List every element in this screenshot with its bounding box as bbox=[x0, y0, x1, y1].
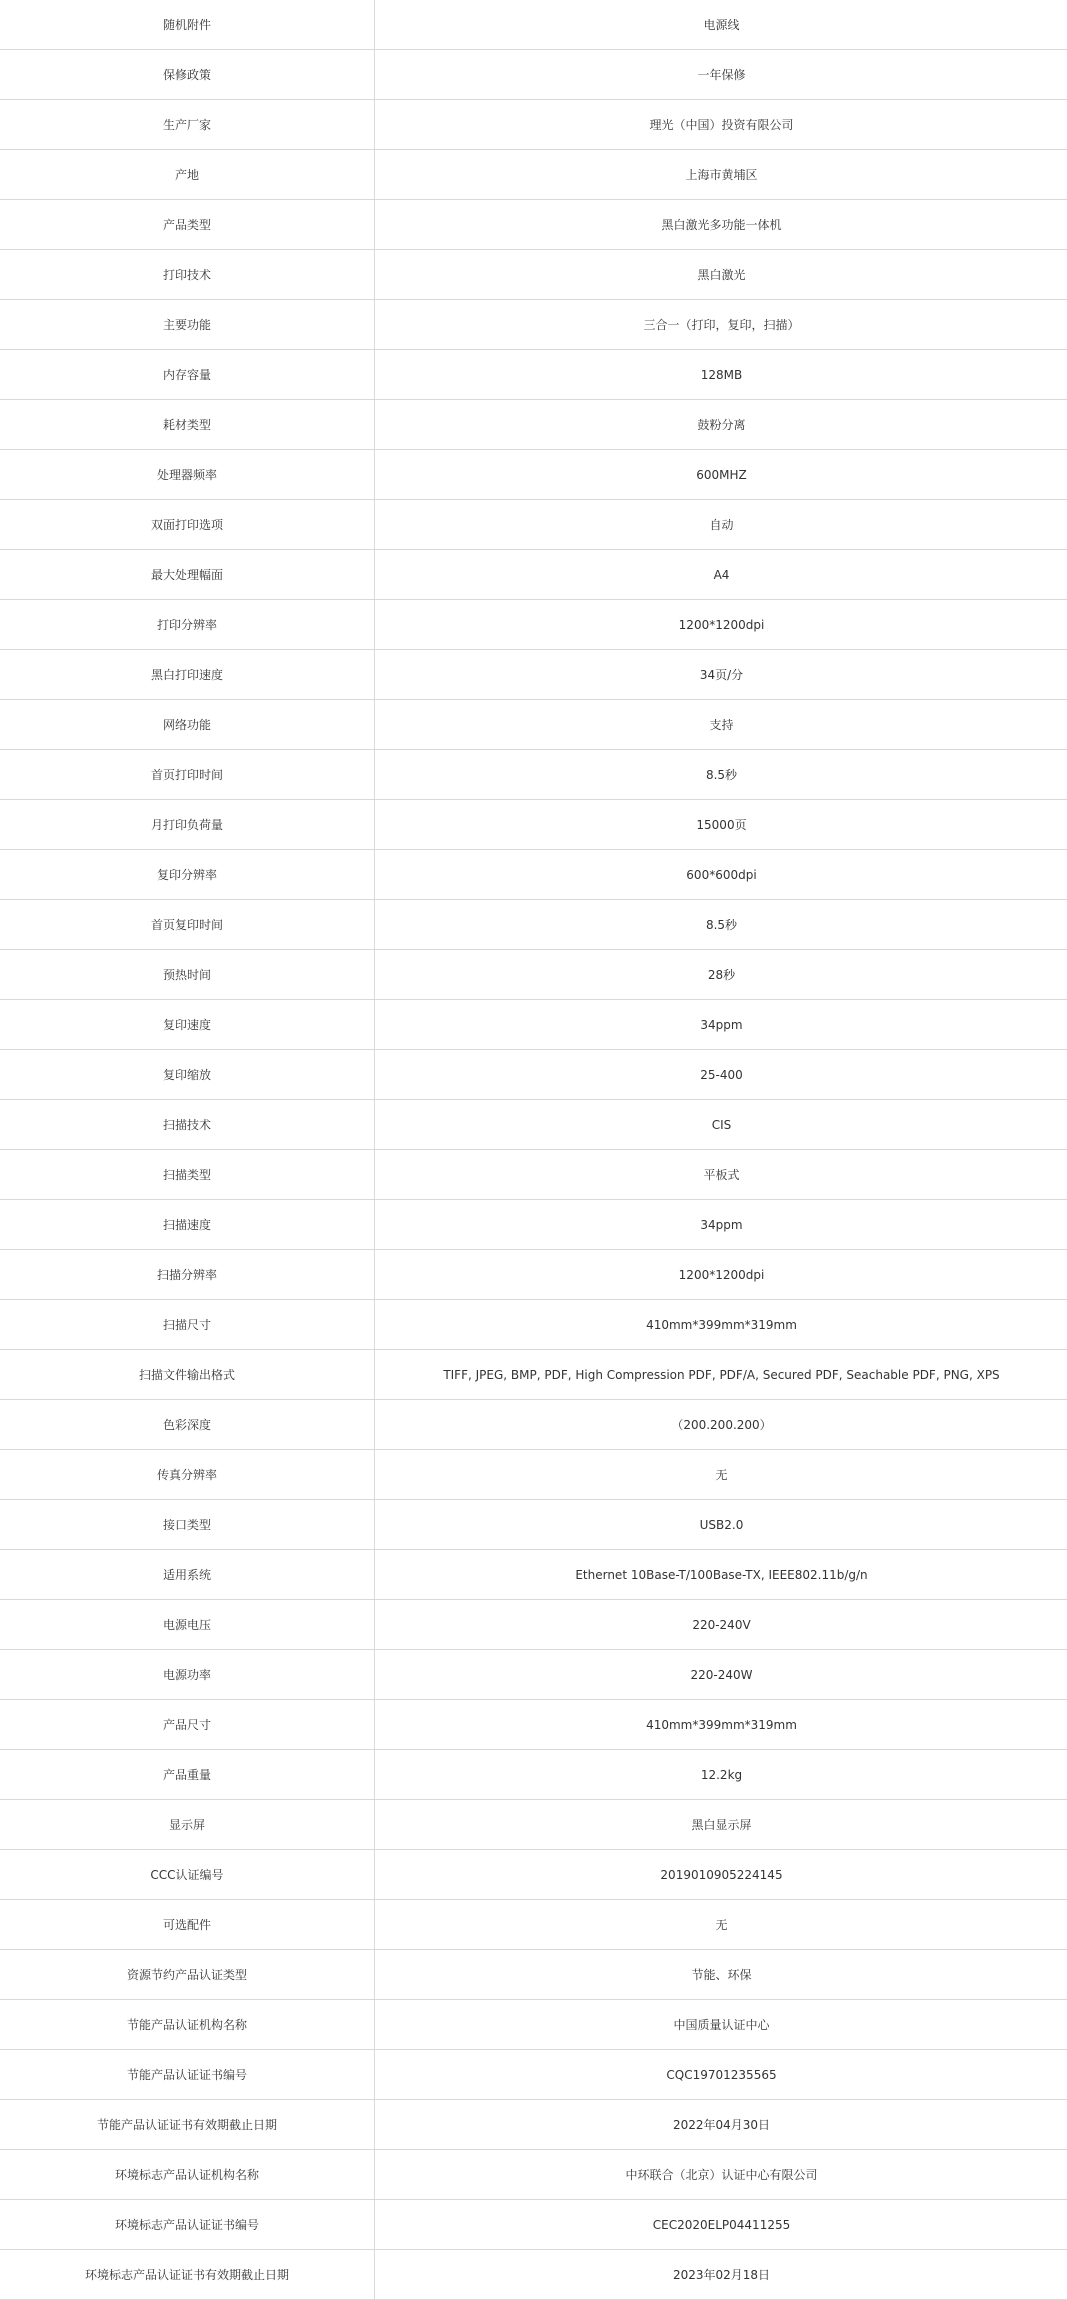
spec-value: 8.5秒 bbox=[375, 750, 1067, 800]
spec-label: 复印缩放 bbox=[0, 1050, 375, 1100]
spec-value: 2019010905224145 bbox=[375, 1850, 1067, 1900]
spec-value: CIS bbox=[375, 1100, 1067, 1150]
spec-value: 15000页 bbox=[375, 800, 1067, 850]
spec-row bbox=[0, 550, 1067, 600]
spec-label: 复印速度 bbox=[0, 1000, 375, 1050]
spec-label: 产品尺寸 bbox=[0, 1700, 375, 1750]
spec-label: 首页打印时间 bbox=[0, 750, 375, 800]
spec-value: 600MHZ bbox=[375, 450, 1067, 500]
spec-label: 扫描文件输出格式 bbox=[0, 1350, 375, 1400]
spec-value: 34ppm bbox=[375, 1000, 1067, 1050]
spec-label: 主要功能 bbox=[0, 300, 375, 350]
spec-value: 1200*1200dpi bbox=[375, 1250, 1067, 1300]
spec-row bbox=[0, 2250, 1067, 2300]
spec-value: 8.5秒 bbox=[375, 900, 1067, 950]
spec-value: 34ppm bbox=[375, 1200, 1067, 1250]
spec-label: 保修政策 bbox=[0, 50, 375, 100]
spec-label: 打印技术 bbox=[0, 250, 375, 300]
spec-value: 自动 bbox=[375, 500, 1067, 550]
spec-row bbox=[0, 2150, 1067, 2200]
spec-row bbox=[0, 2050, 1067, 2100]
spec-label: 处理器频率 bbox=[0, 450, 375, 500]
spec-value: （200.200.200） bbox=[375, 1400, 1067, 1450]
spec-label: 扫描类型 bbox=[0, 1150, 375, 1200]
spec-row bbox=[0, 0, 1067, 50]
spec-row bbox=[0, 50, 1067, 100]
spec-label: 首页复印时间 bbox=[0, 900, 375, 950]
spec-row bbox=[0, 1100, 1067, 1150]
spec-value: 128MB bbox=[375, 350, 1067, 400]
spec-row bbox=[0, 1650, 1067, 1700]
spec-value: 三合一（打印，复印，扫描） bbox=[375, 300, 1067, 350]
spec-label: 显示屏 bbox=[0, 1800, 375, 1850]
spec-row bbox=[0, 900, 1067, 950]
spec-row bbox=[0, 750, 1067, 800]
spec-label: 扫描技术 bbox=[0, 1100, 375, 1150]
spec-label: 扫描速度 bbox=[0, 1200, 375, 1250]
spec-row bbox=[0, 450, 1067, 500]
spec-value: 中国质量认证中心 bbox=[375, 2000, 1067, 2050]
spec-value: CEC2020ELP04411255 bbox=[375, 2200, 1067, 2250]
spec-row bbox=[0, 1500, 1067, 1550]
spec-row bbox=[0, 1350, 1067, 1400]
spec-label: 环境标志产品认证证书编号 bbox=[0, 2200, 375, 2250]
spec-row bbox=[0, 350, 1067, 400]
spec-label: 耗材类型 bbox=[0, 400, 375, 450]
spec-label: 预热时间 bbox=[0, 950, 375, 1000]
spec-row bbox=[0, 2100, 1067, 2150]
spec-label: 黑白打印速度 bbox=[0, 650, 375, 700]
spec-label: 可选配件 bbox=[0, 1900, 375, 1950]
spec-row bbox=[0, 700, 1067, 750]
spec-value: Ethernet 10Base-T/100Base-TX, IEEE802.11b/g/n bbox=[375, 1550, 1067, 1600]
spec-label: 电源功率 bbox=[0, 1650, 375, 1700]
spec-label: 月打印负荷量 bbox=[0, 800, 375, 850]
spec-row bbox=[0, 950, 1067, 1000]
spec-value: 鼓粉分离 bbox=[375, 400, 1067, 450]
spec-label: 双面打印选项 bbox=[0, 500, 375, 550]
spec-row bbox=[0, 300, 1067, 350]
spec-label: 节能产品认证机构名称 bbox=[0, 2000, 375, 2050]
spec-label: 扫描分辨率 bbox=[0, 1250, 375, 1300]
spec-label: 网络功能 bbox=[0, 700, 375, 750]
spec-row bbox=[0, 1150, 1067, 1200]
spec-row bbox=[0, 1950, 1067, 2000]
spec-label: 节能产品认证证书编号 bbox=[0, 2050, 375, 2100]
spec-value: 410mm*399mm*319mm bbox=[375, 1700, 1067, 1750]
spec-label: 传真分辨率 bbox=[0, 1450, 375, 1500]
spec-value: 黑白激光 bbox=[375, 250, 1067, 300]
spec-row bbox=[0, 500, 1067, 550]
spec-label: 产品重量 bbox=[0, 1750, 375, 1800]
spec-row bbox=[0, 250, 1067, 300]
spec-label: 电源电压 bbox=[0, 1600, 375, 1650]
spec-label: 产品类型 bbox=[0, 200, 375, 250]
spec-value: 410mm*399mm*319mm bbox=[375, 1300, 1067, 1350]
spec-row bbox=[0, 1200, 1067, 1250]
spec-value: 25-400 bbox=[375, 1050, 1067, 1100]
spec-row bbox=[0, 1250, 1067, 1300]
spec-row bbox=[0, 1300, 1067, 1350]
spec-label: 节能产品认证证书有效期截止日期 bbox=[0, 2100, 375, 2150]
spec-value: 28秒 bbox=[375, 950, 1067, 1000]
spec-row bbox=[0, 200, 1067, 250]
spec-row bbox=[0, 1800, 1067, 1850]
spec-value: 中环联合（北京）认证中心有限公司 bbox=[375, 2150, 1067, 2200]
spec-value: 一年保修 bbox=[375, 50, 1067, 100]
spec-row bbox=[0, 1850, 1067, 1900]
spec-value: 上海市黄埔区 bbox=[375, 150, 1067, 200]
spec-value: 平板式 bbox=[375, 1150, 1067, 1200]
spec-row bbox=[0, 1600, 1067, 1650]
spec-value: 600*600dpi bbox=[375, 850, 1067, 900]
spec-row bbox=[0, 400, 1067, 450]
spec-row bbox=[0, 800, 1067, 850]
spec-row bbox=[0, 1400, 1067, 1450]
spec-row bbox=[0, 1900, 1067, 1950]
spec-value: 220-240V bbox=[375, 1600, 1067, 1650]
spec-row bbox=[0, 2000, 1067, 2050]
spec-value: 220-240W bbox=[375, 1650, 1067, 1700]
spec-value: A4 bbox=[375, 550, 1067, 600]
spec-label: 随机附件 bbox=[0, 0, 375, 50]
spec-row bbox=[0, 1700, 1067, 1750]
spec-label: 内存容量 bbox=[0, 350, 375, 400]
spec-row bbox=[0, 1000, 1067, 1050]
spec-label: 环境标志产品认证机构名称 bbox=[0, 2150, 375, 2200]
spec-value: 12.2kg bbox=[375, 1750, 1067, 1800]
spec-row bbox=[0, 600, 1067, 650]
spec-label: 扫描尺寸 bbox=[0, 1300, 375, 1350]
spec-label: 产地 bbox=[0, 150, 375, 200]
spec-value: 黑白显示屏 bbox=[375, 1800, 1067, 1850]
spec-label: 接口类型 bbox=[0, 1500, 375, 1550]
spec-label: CCC认证编号 bbox=[0, 1850, 375, 1900]
spec-value: 2022年04月30日 bbox=[375, 2100, 1067, 2150]
spec-value: 电源线 bbox=[375, 0, 1067, 50]
spec-row bbox=[0, 1750, 1067, 1800]
spec-value: 黑白激光多功能一体机 bbox=[375, 200, 1067, 250]
spec-value: 节能、环保 bbox=[375, 1950, 1067, 2000]
spec-value: 1200*1200dpi bbox=[375, 600, 1067, 650]
spec-row bbox=[0, 150, 1067, 200]
spec-row bbox=[0, 1450, 1067, 1500]
spec-label: 色彩深度 bbox=[0, 1400, 375, 1450]
spec-value: 无 bbox=[375, 1450, 1067, 1500]
spec-label: 打印分辨率 bbox=[0, 600, 375, 650]
spec-label: 生产厂家 bbox=[0, 100, 375, 150]
spec-label: 最大处理幅面 bbox=[0, 550, 375, 600]
spec-label: 环境标志产品认证证书有效期截止日期 bbox=[0, 2250, 375, 2300]
spec-value: 理光（中国）投资有限公司 bbox=[375, 100, 1067, 150]
spec-row bbox=[0, 1550, 1067, 1600]
spec-row bbox=[0, 100, 1067, 150]
spec-row bbox=[0, 650, 1067, 700]
spec-value: USB2.0 bbox=[375, 1500, 1067, 1550]
spec-label: 复印分辨率 bbox=[0, 850, 375, 900]
spec-value: TIFF, JPEG, BMP, PDF, High Compression PDF, PDF/A, Secured PDF, Seachable PDF, PNG, XPS bbox=[375, 1350, 1067, 1400]
spec-label: 适用系统 bbox=[0, 1550, 375, 1600]
spec-value: 2023年02月18日 bbox=[375, 2250, 1067, 2300]
spec-label: 资源节约产品认证类型 bbox=[0, 1950, 375, 2000]
spec-value: 无 bbox=[375, 1900, 1067, 1950]
spec-row bbox=[0, 850, 1067, 900]
spec-value: 34页/分 bbox=[375, 650, 1067, 700]
spec-value: CQC19701235565 bbox=[375, 2050, 1067, 2100]
spec-row bbox=[0, 2200, 1067, 2250]
spec-row bbox=[0, 1050, 1067, 1100]
spec-value: 支持 bbox=[375, 700, 1067, 750]
